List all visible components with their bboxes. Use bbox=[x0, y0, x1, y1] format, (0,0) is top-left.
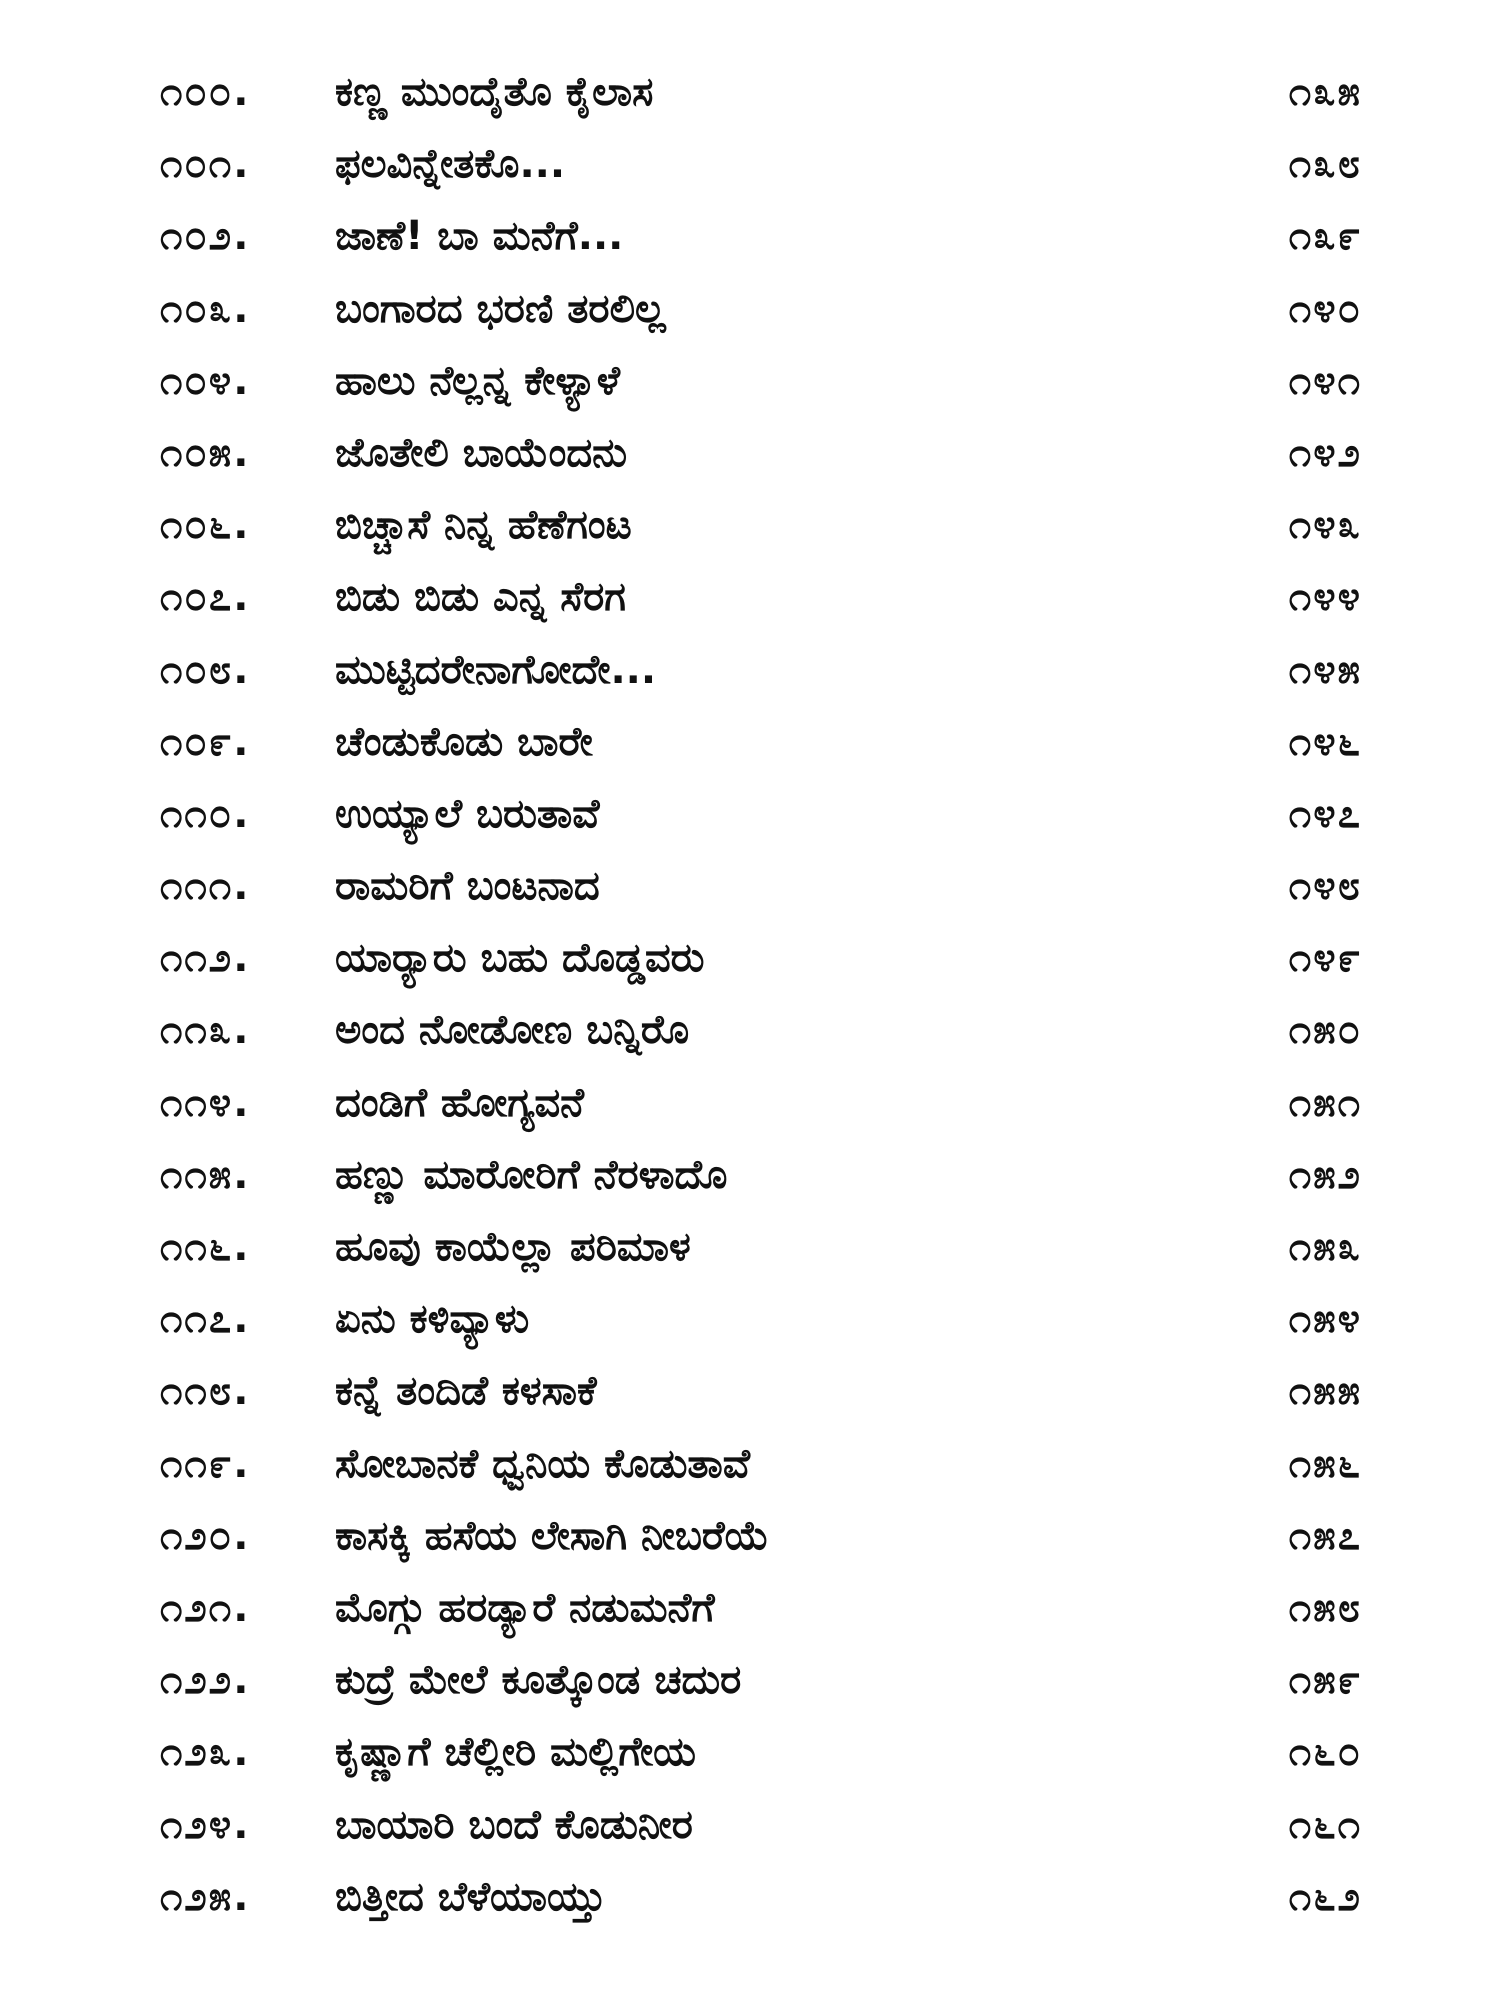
list-item bbox=[0, 1067, 1500, 1139]
entry-number: ೧೧೪. bbox=[160, 1079, 251, 1126]
entry-title: ಹೂವು ಕಾಯೆಲ್ಲಾ ಪರಿಮಾಳ bbox=[335, 1224, 691, 1270]
list-item bbox=[0, 56, 1500, 128]
entry-number: ೧೦೧. bbox=[160, 141, 251, 188]
entry-page-number: ೧೫೫ bbox=[1288, 1368, 1362, 1415]
list-item bbox=[0, 1644, 1500, 1716]
list-item bbox=[0, 1428, 1500, 1500]
entry-page-number: ೧೫೮ bbox=[1288, 1584, 1362, 1631]
entry-number: ೧೧೭. bbox=[160, 1296, 251, 1343]
entry-number: ೧೧೫. bbox=[160, 1151, 251, 1198]
entry-number: ೧೨೫. bbox=[160, 1873, 251, 1920]
list-item bbox=[0, 128, 1500, 200]
entry-number: ೧೧೯. bbox=[160, 1440, 251, 1487]
entry-title: ಉಯ್ಯಾಲೆ ಬರುತಾವೆ bbox=[335, 790, 600, 837]
entry-number: ೧೧೬. bbox=[160, 1224, 251, 1270]
list-item bbox=[0, 778, 1500, 850]
entry-number: ೧೦೬. bbox=[160, 502, 251, 549]
entry-title: ಯಾರ‍್ಯಾರು ಬಹು ದೊಡ್ಡವರು bbox=[335, 935, 705, 982]
entry-number: ೧೧೨. bbox=[160, 935, 251, 982]
entry-number: ೧೧೧. bbox=[160, 863, 251, 910]
entry-title: ಬಾಯಾರಿ ಬಂದೆ ಕೊಡುನೀರ bbox=[335, 1801, 693, 1848]
list-item bbox=[0, 1861, 1500, 1933]
entry-number: ೧೧೩. bbox=[160, 1007, 251, 1054]
entry-page-number: ೧೫೪ bbox=[1288, 1296, 1362, 1343]
entry-page-number: ೧೪೭ bbox=[1288, 790, 1362, 837]
entry-page-number: ೧೫೦ bbox=[1288, 1007, 1362, 1054]
entry-page-number: ೧೪೫ bbox=[1288, 646, 1362, 693]
entry-page-number: ೧೪೧ bbox=[1288, 357, 1362, 404]
list-item bbox=[0, 273, 1500, 345]
entry-number: ೧೦೩. bbox=[160, 285, 251, 332]
entry-page-number: ೧೪೦ bbox=[1288, 285, 1362, 332]
entry-page-number: ೧೫೭ bbox=[1288, 1512, 1362, 1559]
entry-title: ಹಾಲು ನೆಲ್ಲನ್ನ ಕೇಳ್ಯಾಳೆ bbox=[335, 357, 621, 404]
entry-number: ೧೦೨. bbox=[160, 213, 251, 260]
entry-title: ಸೋಬಾನಕೆ ಧ್ವನಿಯ ಕೊಡುತಾವೆ bbox=[335, 1440, 751, 1487]
list-item bbox=[0, 850, 1500, 922]
entry-title: ಫಲವಿನ್ನೇತಕೊ... bbox=[335, 141, 566, 188]
entry-page-number: ೧೪೨ bbox=[1288, 429, 1362, 476]
list-item bbox=[0, 489, 1500, 561]
entry-page-number: ೧೪೬ bbox=[1288, 718, 1362, 765]
entry-title: ಬಿಚ್ಚಾಸೆ ನಿನ್ನ ಹೆಣೆಗಂಟ bbox=[335, 502, 632, 549]
entry-title: ದಂಡಿಗೆ ಹೋಗ್ಯವನೆ bbox=[335, 1079, 584, 1126]
entry-title: ಕಣ್ಣ ಮುಂದೈತೊ ಕೈಲಾಸ bbox=[335, 69, 654, 115]
list-item bbox=[0, 1211, 1500, 1283]
entry-number: ೧೨೧. bbox=[160, 1584, 251, 1631]
entry-title: ಕೃಷ್ಣಾಗೆ ಚೆಲ್ಲೀರಿ ಮಲ್ಲಿಗೇಯ bbox=[335, 1729, 696, 1776]
entry-title: ಹಣ್ಣು ಮಾರೋರಿಗೆ ನೆರಳಾದೊ bbox=[335, 1151, 728, 1198]
entry-title: ಜೊತೇಲಿ ಬಾಯೆಂದನು bbox=[335, 429, 628, 476]
entry-number: ೧೦೦. bbox=[160, 69, 251, 115]
entry-page-number: ೧೪೮ bbox=[1288, 863, 1362, 910]
entry-page-number: ೧೪೩ bbox=[1288, 502, 1362, 549]
entry-title: ಜಾಣೆ! ಬಾ ಮನೆಗೆ... bbox=[335, 213, 624, 260]
entry-number: ೧೧೦. bbox=[160, 790, 251, 837]
list-item bbox=[0, 1139, 1500, 1211]
list-item bbox=[0, 417, 1500, 489]
entry-number: ೧೦೭. bbox=[160, 574, 251, 621]
list-item bbox=[0, 994, 1500, 1066]
list-item bbox=[0, 345, 1500, 417]
entry-page-number: ೧೫೯ bbox=[1288, 1657, 1362, 1704]
entry-page-number: ೧೩೯ bbox=[1288, 213, 1362, 260]
entry-page-number: ೧೬೧ bbox=[1288, 1801, 1362, 1848]
entry-number: ೧೦೮. bbox=[160, 646, 251, 693]
list-item bbox=[0, 922, 1500, 994]
entry-page-number: ೧೫೬ bbox=[1288, 1440, 1362, 1487]
entry-number: ೧೨೨. bbox=[160, 1657, 251, 1704]
entry-page-number: ೧೫೧ bbox=[1288, 1079, 1362, 1126]
entry-title: ಬಿತ್ತೀದ ಬೆಳೆಯಾಯ್ತು bbox=[335, 1873, 606, 1920]
list-item bbox=[0, 1716, 1500, 1788]
entry-page-number: ೧೬೨ bbox=[1288, 1873, 1362, 1920]
entry-title: ಕಾಸಕ್ಕಿ ಹಸೆಯ ಲೇಸಾಗಿ ನೀಬರೆಯೆ bbox=[335, 1512, 770, 1559]
entry-page-number: ೧೫೩ bbox=[1288, 1224, 1362, 1270]
list-item bbox=[0, 634, 1500, 706]
table-of-contents bbox=[0, 56, 1500, 1933]
list-item bbox=[0, 1500, 1500, 1572]
list-item bbox=[0, 1789, 1500, 1861]
list-item bbox=[0, 561, 1500, 633]
entry-title: ಕನ್ನೆ ತಂದಿಡೆ ಕಳಸಾಕೆ bbox=[335, 1368, 597, 1415]
entry-page-number: ೧೬೦ bbox=[1288, 1729, 1362, 1776]
entry-title: ಕುದ್ರೆ ಮೇಲೆ ಕೂತ್ಕೊಂಡ ಚದುರ bbox=[335, 1657, 742, 1704]
list-item bbox=[0, 1283, 1500, 1355]
list-item bbox=[0, 1572, 1500, 1644]
entry-title: ಬಿಡು ಬಿಡು ಎನ್ನ ಸೆರಗ bbox=[335, 574, 626, 621]
entry-number: ೧೦೪. bbox=[160, 357, 251, 404]
entry-page-number: ೧೪೯ bbox=[1288, 935, 1362, 982]
entry-title: ರಾಮರಿಗೆ ಬಂಟನಾದ bbox=[335, 863, 600, 910]
entry-number: ೧೦೫. bbox=[160, 429, 251, 476]
list-item bbox=[0, 200, 1500, 272]
entry-page-number: ೧೫೨ bbox=[1288, 1151, 1362, 1198]
entry-title: ಬಂಗಾರದ ಭರಣಿ ತರಲಿಲ್ಲ bbox=[335, 285, 666, 332]
entry-number: ೧೨೦. bbox=[160, 1512, 251, 1559]
entry-page-number: ೧೪೪ bbox=[1288, 574, 1362, 621]
entry-title: ಮುಟ್ಟಿದರೇನಾಗೋದೇ... bbox=[335, 646, 657, 693]
list-item bbox=[0, 1355, 1500, 1427]
entry-title: ಚೆಂಡುಕೊಡು ಬಾರೇ bbox=[335, 718, 593, 765]
entry-number: ೧೧೮. bbox=[160, 1368, 251, 1415]
list-item bbox=[0, 706, 1500, 778]
entry-number: ೧೦೯. bbox=[160, 718, 251, 765]
entry-page-number: ೧೩೮ bbox=[1288, 141, 1362, 188]
entry-number: ೧೨೩. bbox=[160, 1729, 251, 1776]
entry-number: ೧೨೪. bbox=[160, 1801, 251, 1848]
entry-page-number: ೧೩೫ bbox=[1288, 69, 1362, 115]
entry-title: ಏನು ಕಳಿವ್ಯಾಳು bbox=[335, 1296, 530, 1343]
entry-title: ಅಂದ ನೋಡೋಣ ಬನ್ನಿರೊ bbox=[335, 1007, 690, 1054]
entry-title: ಮೊಗ್ಗು ಹರಡ್ಯಾರೆ ನಡುಮನೆಗೆ bbox=[335, 1584, 715, 1631]
